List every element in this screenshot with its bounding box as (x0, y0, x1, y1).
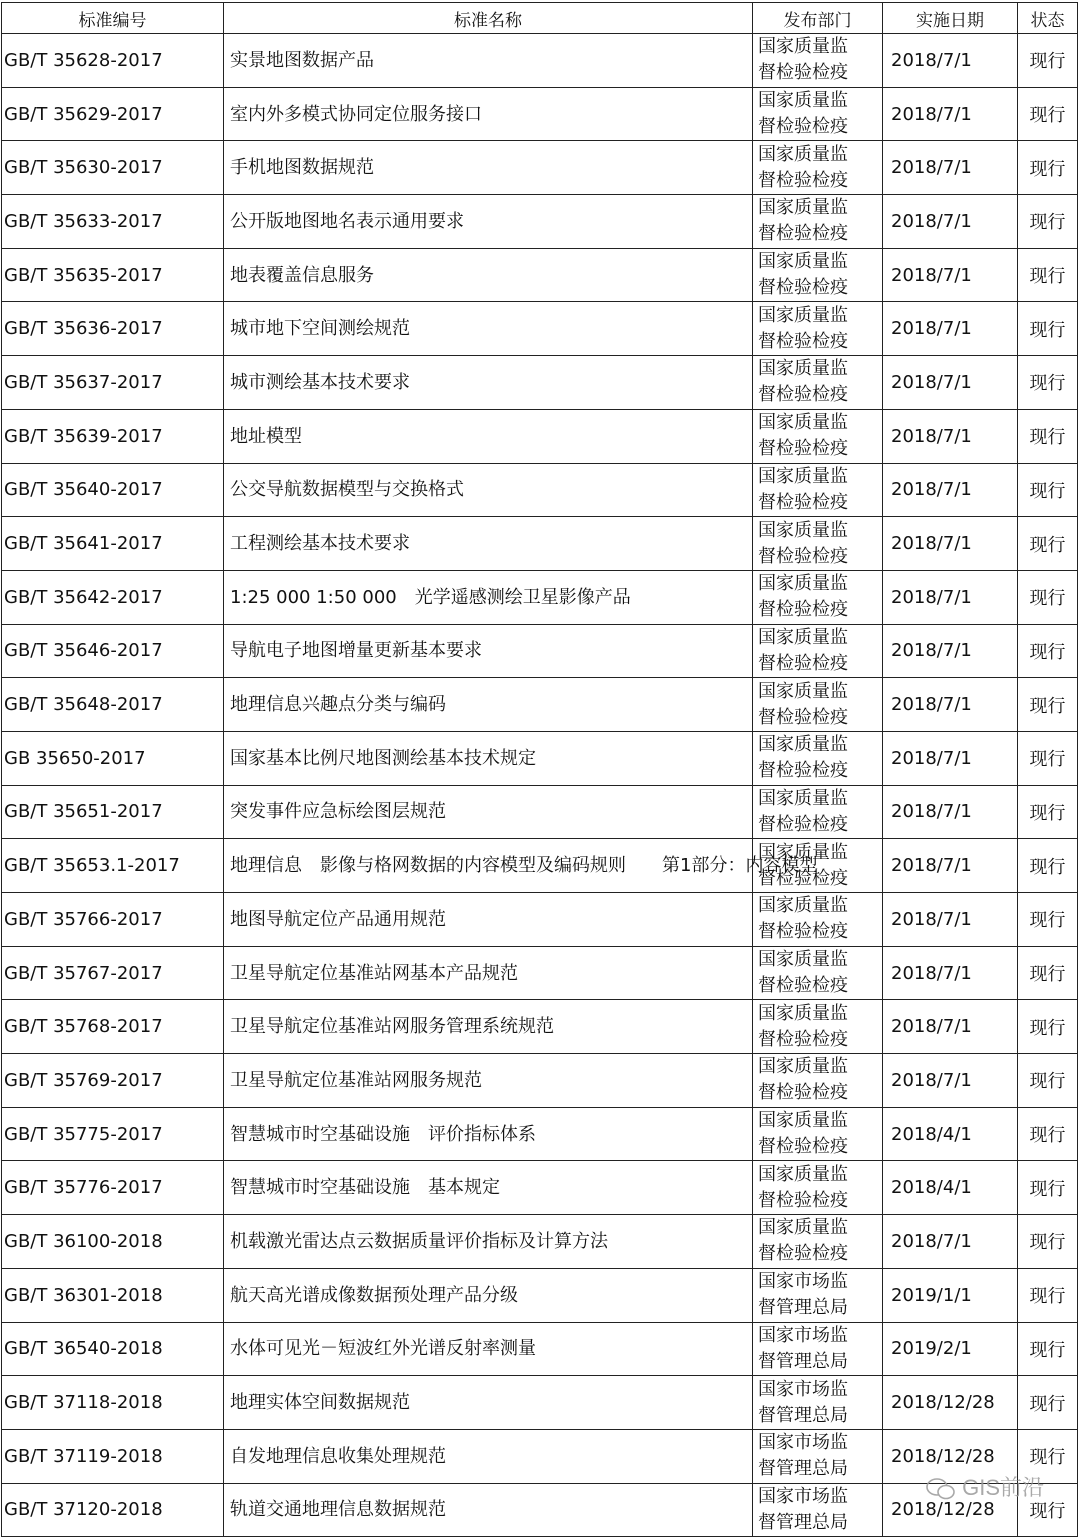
cell-date: 2018/12/28 (883, 1429, 1018, 1483)
dept-line-2: 督检验检疫 (758, 1136, 848, 1158)
cell-code: GB/T 35641-2017 (2, 517, 224, 571)
header-name: 标准名称 (224, 3, 753, 34)
cell-code: GB/T 35628-2017 (2, 34, 224, 88)
cell-status: 现行 (1018, 409, 1078, 463)
cell-name: 卫星导航定位基准站网服务规范 (224, 1054, 753, 1108)
dept-line-2: 督检验检疫 (758, 760, 848, 782)
cell-code: GB/T 37119-2018 (2, 1429, 224, 1483)
cell-status: 现行 (1018, 731, 1078, 785)
table-row (2, 87, 1078, 141)
cell-status: 现行 (1018, 1376, 1078, 1430)
table-row (2, 1215, 1078, 1269)
cell-name: 地图导航定位产品通用规范 (224, 893, 753, 947)
cell-date: 2018/7/1 (883, 785, 1018, 839)
dept-line-1: 国家质量监 (758, 36, 848, 58)
dept-line-1: 国家质量监 (758, 949, 848, 971)
cell-dept (753, 87, 883, 141)
cell-date: 2018/7/1 (883, 34, 1018, 88)
dept-line-1: 国家市场监 (758, 1485, 848, 1507)
cell-status: 现行 (1018, 1268, 1078, 1322)
cell-date: 2018/7/1 (883, 356, 1018, 410)
dept-line-1: 国家质量监 (758, 1217, 848, 1239)
cell-date: 2018/7/1 (883, 624, 1018, 678)
dept-line-2: 督检验检疫 (758, 1243, 848, 1265)
cell-date: 2018/4/1 (883, 1161, 1018, 1215)
cell-code: GB/T 35766-2017 (2, 893, 224, 947)
cell-code: GB 35650-2017 (2, 731, 224, 785)
cell-code: GB/T 35775-2017 (2, 1107, 224, 1161)
cell-dept (753, 946, 883, 1000)
dept-line-2: 督管理总局 (758, 1511, 848, 1533)
cell-date: 2018/7/1 (883, 839, 1018, 893)
standards-table (1, 2, 1078, 1537)
cell-dept (753, 785, 883, 839)
table-row (2, 517, 1078, 571)
cell-date: 2018/7/1 (883, 1215, 1018, 1269)
cell-code: GB/T 37118-2018 (2, 1376, 224, 1430)
table-body (2, 34, 1078, 1537)
cell-dept (753, 1054, 883, 1108)
dept-line-1: 国家质量监 (758, 251, 848, 273)
cell-dept (753, 141, 883, 195)
table-row (2, 141, 1078, 195)
table-row (2, 839, 1078, 893)
cell-date: 2018/7/1 (883, 570, 1018, 624)
cell-status: 现行 (1018, 785, 1078, 839)
dept-line-2: 督检验检疫 (758, 545, 848, 567)
dept-line-2: 督检验检疫 (758, 1189, 848, 1211)
dept-line-2: 督检验检疫 (758, 1082, 848, 1104)
dept-line-2: 督检验检疫 (758, 330, 848, 352)
cell-code: GB/T 35639-2017 (2, 409, 224, 463)
cell-date: 2018/7/1 (883, 87, 1018, 141)
dept-line-2: 督检验检疫 (758, 384, 848, 406)
cell-dept (753, 1161, 883, 1215)
cell-status: 现行 (1018, 893, 1078, 947)
cell-dept (753, 409, 883, 463)
cell-dept (753, 302, 883, 356)
cell-name: 突发事件应急标绘图层规范 (224, 785, 753, 839)
cell-date: 2018/7/1 (883, 1054, 1018, 1108)
dept-line-2: 督检验检疫 (758, 62, 848, 84)
cell-dept (753, 1376, 883, 1430)
cell-date: 2018/7/1 (883, 409, 1018, 463)
dept-line-1: 国家市场监 (758, 1271, 848, 1293)
table-row (2, 1376, 1078, 1430)
cell-code: GB/T 35648-2017 (2, 678, 224, 732)
table-row (2, 248, 1078, 302)
cell-dept (753, 195, 883, 249)
cell-dept (753, 570, 883, 624)
table-row (2, 1429, 1078, 1483)
dept-line-2: 督检验检疫 (758, 706, 848, 728)
cell-code: GB/T 35768-2017 (2, 1000, 224, 1054)
table-row (2, 1000, 1078, 1054)
cell-date: 2019/2/1 (883, 1322, 1018, 1376)
cell-status: 现行 (1018, 356, 1078, 410)
cell-dept (753, 1268, 883, 1322)
cell-name: 城市地下空间测绘规范 (224, 302, 753, 356)
dept-line-1: 国家质量监 (758, 90, 848, 112)
dept-line-1: 国家市场监 (758, 1432, 848, 1454)
table-row (2, 1107, 1078, 1161)
cell-status: 现行 (1018, 302, 1078, 356)
dept-line-2: 督检验检疫 (758, 277, 848, 299)
cell-name: 卫星导航定位基准站网基本产品规范 (224, 946, 753, 1000)
dept-line-1: 国家质量监 (758, 895, 848, 917)
dept-line-1: 国家质量监 (758, 197, 848, 219)
cell-status: 现行 (1018, 517, 1078, 571)
cell-code: GB/T 35633-2017 (2, 195, 224, 249)
cell-code: GB/T 35651-2017 (2, 785, 224, 839)
cell-date: 2018/12/28 (883, 1483, 1018, 1537)
cell-status: 现行 (1018, 1107, 1078, 1161)
header-code: 标准编号 (2, 3, 224, 34)
cell-status: 现行 (1018, 1161, 1078, 1215)
dept-line-2: 督检验检疫 (758, 813, 848, 835)
cell-status: 现行 (1018, 1215, 1078, 1269)
cell-date: 2018/7/1 (883, 1000, 1018, 1054)
dept-line-1: 国家质量监 (758, 465, 848, 487)
cell-dept (753, 34, 883, 88)
cell-name: 公交导航数据模型与交换格式 (224, 463, 753, 517)
cell-status: 现行 (1018, 463, 1078, 517)
cell-dept (753, 1107, 883, 1161)
cell-date: 2018/7/1 (883, 893, 1018, 947)
cell-status: 现行 (1018, 34, 1078, 88)
table-row (2, 678, 1078, 732)
cell-name: 智慧城市时空基础设施 基本规定 (224, 1161, 753, 1215)
dept-line-1: 国家质量监 (758, 841, 848, 863)
cell-name: 地理信息兴趣点分类与编码 (224, 678, 753, 732)
cell-code: GB/T 37120-2018 (2, 1483, 224, 1537)
cell-code: GB/T 36540-2018 (2, 1322, 224, 1376)
cell-code: GB/T 35635-2017 (2, 248, 224, 302)
cell-date: 2019/1/1 (883, 1268, 1018, 1322)
cell-status: 现行 (1018, 678, 1078, 732)
table-row (2, 624, 1078, 678)
cell-status: 现行 (1018, 946, 1078, 1000)
watermark-text: GIS前沿 (962, 1475, 1044, 1500)
dept-line-2: 督检验检疫 (758, 169, 848, 191)
cell-name: 轨道交通地理信息数据规范 (224, 1483, 753, 1537)
cell-code: GB/T 36301-2018 (2, 1268, 224, 1322)
dept-line-2: 督检验检疫 (758, 491, 848, 513)
cell-status: 现行 (1018, 1000, 1078, 1054)
cell-name: 地表覆盖信息服务 (224, 248, 753, 302)
cell-date: 2018/7/1 (883, 248, 1018, 302)
dept-line-1: 国家质量监 (758, 1056, 848, 1078)
cell-date: 2018/7/1 (883, 731, 1018, 785)
cell-dept (753, 893, 883, 947)
dept-line-1: 国家质量监 (758, 1163, 848, 1185)
cell-code: GB/T 35767-2017 (2, 946, 224, 1000)
dept-line-1: 国家质量监 (758, 787, 848, 809)
cell-dept (753, 731, 883, 785)
cell-date: 2018/7/1 (883, 302, 1018, 356)
cell-dept (753, 1429, 883, 1483)
dept-line-1: 国家质量监 (758, 143, 848, 165)
cell-name: 航天高光谱成像数据预处理产品分级 (224, 1268, 753, 1322)
cell-dept (753, 1000, 883, 1054)
cell-status: 现行 (1018, 248, 1078, 302)
table-header-row (2, 3, 1078, 34)
table-row (2, 570, 1078, 624)
dept-line-2: 督管理总局 (758, 1297, 848, 1319)
dept-line-2: 督管理总局 (758, 1350, 848, 1372)
cell-status: 现行 (1018, 195, 1078, 249)
dept-line-2: 督检验检疫 (758, 116, 848, 138)
cell-name: 城市测绘基本技术要求 (224, 356, 753, 410)
cell-code: GB/T 35637-2017 (2, 356, 224, 410)
table-row (2, 34, 1078, 88)
cell-status: 现行 (1018, 141, 1078, 195)
dept-line-1: 国家质量监 (758, 412, 848, 434)
cell-name: 1:25 000 1:50 000 光学遥感测绘卫星影像产品 (224, 570, 753, 624)
cell-status: 现行 (1018, 1322, 1078, 1376)
cell-code: GB/T 35776-2017 (2, 1161, 224, 1215)
dept-line-2: 督检验检疫 (758, 867, 848, 889)
cell-dept (753, 517, 883, 571)
cell-code: GB/T 35646-2017 (2, 624, 224, 678)
table-row (2, 1268, 1078, 1322)
cell-name: 导航电子地图增量更新基本要求 (224, 624, 753, 678)
cell-name: 自发地理信息收集处理规范 (224, 1429, 753, 1483)
wechat-icon (926, 1478, 956, 1500)
cell-date: 2018/7/1 (883, 141, 1018, 195)
dept-line-2: 督检验检疫 (758, 599, 848, 621)
header-dept: 发布部门 (753, 3, 883, 34)
dept-line-1: 国家质量监 (758, 734, 848, 756)
cell-date: 2018/7/1 (883, 517, 1018, 571)
cell-dept (753, 839, 883, 893)
cell-code: GB/T 36100-2018 (2, 1215, 224, 1269)
cell-date: 2018/7/1 (883, 678, 1018, 732)
cell-date: 2018/4/1 (883, 1107, 1018, 1161)
dept-line-1: 国家质量监 (758, 519, 848, 541)
cell-name: 室内外多模式协同定位服务接口 (224, 87, 753, 141)
cell-code: GB/T 35629-2017 (2, 87, 224, 141)
cell-dept (753, 463, 883, 517)
cell-date: 2018/12/28 (883, 1376, 1018, 1430)
header-date: 实施日期 (883, 3, 1018, 34)
cell-date: 2018/7/1 (883, 946, 1018, 1000)
table-row (2, 785, 1078, 839)
table-row (2, 946, 1078, 1000)
cell-name: 机载激光雷达点云数据质量评价指标及计算方法 (224, 1215, 753, 1269)
dept-line-2: 督检验检疫 (758, 975, 848, 997)
dept-line-2: 督检验检疫 (758, 223, 848, 245)
dept-line-2: 督管理总局 (758, 1404, 848, 1426)
cell-name: 地理信息 影像与格网数据的内容模型及编码规则 第1部分：内容模型 (224, 839, 753, 893)
cell-status: 现行 (1018, 1429, 1078, 1483)
dept-line-1: 国家质量监 (758, 1002, 848, 1024)
table-row (2, 302, 1078, 356)
cell-name: 地理实体空间数据规范 (224, 1376, 753, 1430)
cell-name: 智慧城市时空基础设施 评价指标体系 (224, 1107, 753, 1161)
cell-status: 现行 (1018, 624, 1078, 678)
dept-line-1: 国家质量监 (758, 358, 848, 380)
cell-status: 现行 (1018, 1483, 1078, 1537)
dept-line-2: 督检验检疫 (758, 1028, 848, 1050)
cell-dept (753, 1322, 883, 1376)
cell-name: 地址模型 (224, 409, 753, 463)
cell-name: 国家基本比例尺地图测绘基本技术规定 (224, 731, 753, 785)
cell-name: 卫星导航定位基准站网服务管理系统规范 (224, 1000, 753, 1054)
table-row (2, 463, 1078, 517)
dept-line-2: 督管理总局 (758, 1458, 848, 1480)
table-row (2, 731, 1078, 785)
cell-name: 工程测绘基本技术要求 (224, 517, 753, 571)
cell-date: 2018/7/1 (883, 195, 1018, 249)
dept-line-1: 国家质量监 (758, 1110, 848, 1132)
cell-dept (753, 248, 883, 302)
cell-dept (753, 1483, 883, 1537)
cell-code: GB/T 35642-2017 (2, 570, 224, 624)
cell-name: 实景地图数据产品 (224, 34, 753, 88)
table-row (2, 1483, 1078, 1537)
watermark (926, 1471, 1044, 1502)
cell-name: 手机地图数据规范 (224, 141, 753, 195)
cell-status: 现行 (1018, 839, 1078, 893)
cell-code: GB/T 35640-2017 (2, 463, 224, 517)
cell-status: 现行 (1018, 570, 1078, 624)
dept-line-1: 国家质量监 (758, 680, 848, 702)
cell-name: 水体可见光－短波红外光谱反射率测量 (224, 1322, 753, 1376)
cell-name: 公开版地图地名表示通用要求 (224, 195, 753, 249)
table-row (2, 356, 1078, 410)
table-row (2, 1054, 1078, 1108)
header-status: 状态 (1018, 3, 1078, 34)
cell-dept (753, 356, 883, 410)
cell-code: GB/T 35630-2017 (2, 141, 224, 195)
table-row (2, 1161, 1078, 1215)
dept-line-2: 督检验检疫 (758, 438, 848, 460)
dept-line-2: 督检验检疫 (758, 652, 848, 674)
cell-code: GB/T 35769-2017 (2, 1054, 224, 1108)
cell-status: 现行 (1018, 1054, 1078, 1108)
table-row (2, 1322, 1078, 1376)
cell-dept (753, 678, 883, 732)
cell-code: GB/T 35653.1-2017 (2, 839, 224, 893)
cell-dept (753, 624, 883, 678)
cell-code: GB/T 35636-2017 (2, 302, 224, 356)
table-row (2, 893, 1078, 947)
dept-line-1: 国家质量监 (758, 626, 848, 648)
dept-line-2: 督检验检疫 (758, 921, 848, 943)
dept-line-1: 国家质量监 (758, 573, 848, 595)
cell-dept (753, 1215, 883, 1269)
dept-line-1: 国家质量监 (758, 304, 848, 326)
table-row (2, 195, 1078, 249)
table-row (2, 409, 1078, 463)
cell-status: 现行 (1018, 87, 1078, 141)
cell-date: 2018/7/1 (883, 463, 1018, 517)
dept-line-1: 国家市场监 (758, 1324, 848, 1346)
dept-line-1: 国家市场监 (758, 1378, 848, 1400)
